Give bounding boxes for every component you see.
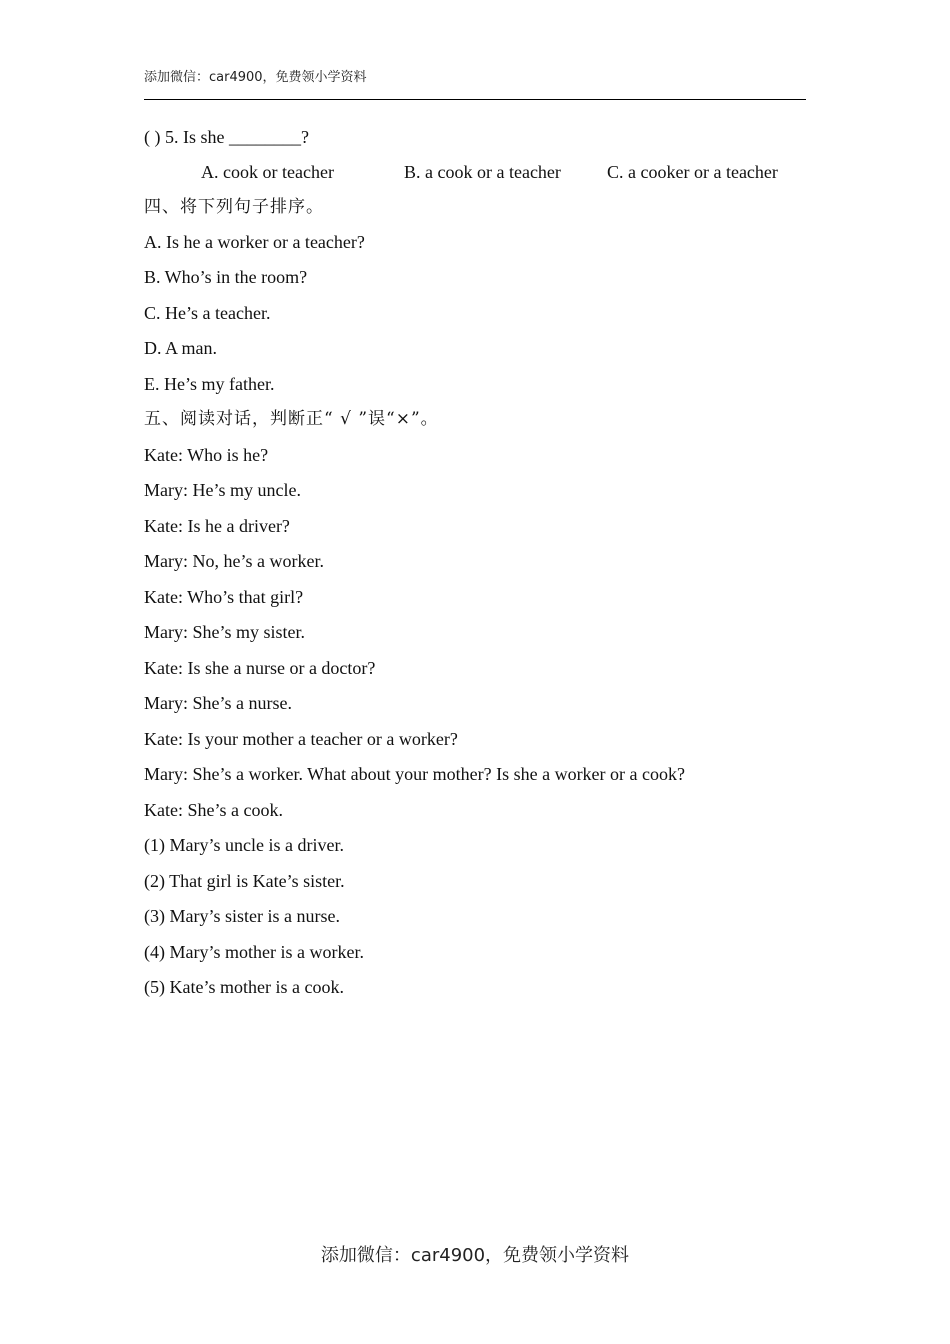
section-5-title: 五、阅读对话，判断正“ √ ”误“×”。 [144,409,439,429]
header-divider [144,99,806,100]
section-4-item: D. A man. [144,338,218,358]
section-4-item: A. Is he a worker or a teacher? [144,232,365,252]
dialogue-line: Kate: Is your mother a teacher or a worker? [144,729,458,749]
dialogue-line: Mary: He’s my uncle. [144,480,301,500]
question-5-stem: ( ) 5. Is she ________? [144,127,309,147]
judgement-statement: (1) Mary’s uncle is a driver. [144,835,344,855]
dialogue-line: Kate: Who is he? [144,445,269,465]
question-5-option-c: C. a cooker or a teacher [607,162,778,182]
section-4-title: 四、将下列句子排序。 [144,197,324,217]
dialogue-line: Mary: She’s a nurse. [144,693,292,713]
section-4-item: E. He’s my father. [144,374,275,394]
section-4-item: C. He’s a teacher. [144,303,271,323]
dialogue-line: Kate: Who’s that girl? [144,587,304,607]
judgement-statement: (3) Mary’s sister is a nurse. [144,906,340,926]
judgement-statement: (4) Mary’s mother is a worker. [144,942,364,962]
judgement-statement: (2) That girl is Kate’s sister. [144,871,345,891]
page-header-text: 添加微信：car4900，免费领小学资料 [144,70,367,85]
judgement-statement: (5) Kate’s mother is a cook. [144,977,344,997]
dialogue-line: Kate: Is she a nurse or a doctor? [144,658,376,678]
dialogue-line: Mary: She’s a worker. What about your mother? Is she a worker or a cook? [144,764,686,784]
question-5-option-b: B. a cook or a teacher [404,162,561,182]
dialogue-line: Kate: She’s a cook. [144,800,283,820]
dialogue-line: Mary: No, he’s a worker. [144,551,324,571]
page-footer-text: 添加微信：car4900，免费领小学资料 [320,1245,630,1266]
question-5-option-a: A. cook or teacher [201,162,334,182]
dialogue-line: Mary: She’s my sister. [144,622,305,642]
section-4-item: B. Who’s in the room? [144,267,308,287]
dialogue-line: Kate: Is he a driver? [144,516,290,536]
